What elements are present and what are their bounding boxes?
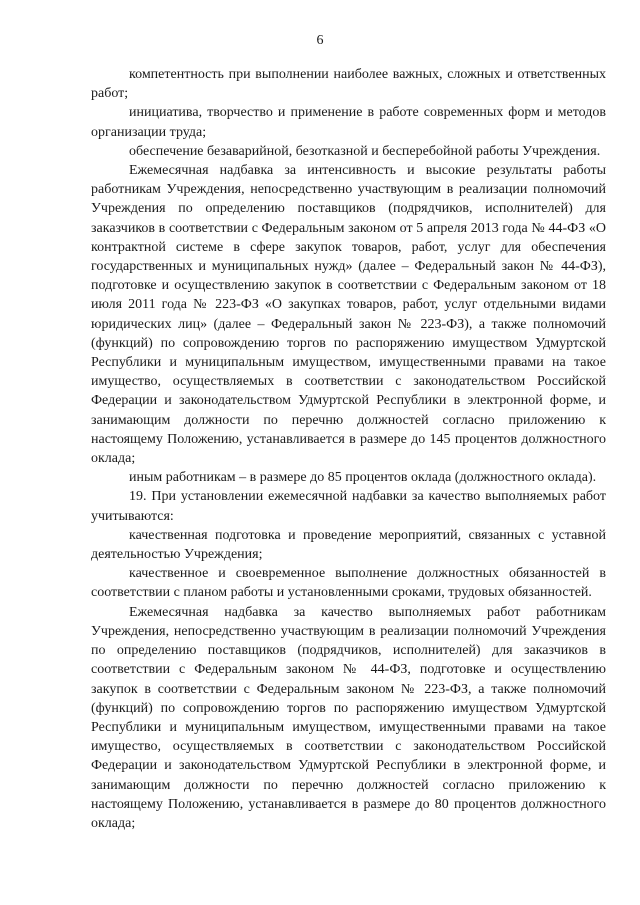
paragraph-event-quality: качественная подготовка и проведение мероприятий, связанных с уставной деятельностью Учреждения; bbox=[91, 527, 606, 563]
paragraph-other-employees: иным работникам – в размере до 85 процентов оклада (должностного оклада). bbox=[129, 470, 597, 486]
document-body bbox=[91, 65, 606, 833]
paragraph-quality-bonus: Ежемесячная надбавка за качество выполняемых работ работникам Учреждения, непосредственно участвующим в реализации полномочий Учреждения по определению поставщиков (подрядчиков, исполнителей) для заказчиков в соответствии с Федеральным законом № 44-ФЗ, подготовке и осуществлению закупок в соответствии с Федеральным законом № 223-ФЗ, а также полномочий (функций) по сопровождению торгов по распоряжению имуществом Удмуртской Республики и муниципальным имуществом, имущественными правами на такое имущество, осуществляемых в соответствии с законодательством Российской Федерации и законодательством Удмуртской Республики в электронной форме, и занимающим должности по перечню должностей согласно приложению к настоящему Положению, устанавливается в размере до 80 процентов должностного оклада; bbox=[91, 604, 606, 831]
paragraph-competence: компетентность при выполнении наиболее важных, сложных и ответственных работ; bbox=[91, 67, 606, 102]
paragraph-duties-quality: качественное и своевременное выполнение должностных обязанностей в соответствии с планом работы и установленными сроками, трудовых обязанностей. bbox=[91, 566, 606, 601]
paragraph-initiative: инициатива, творчество и применение в работе современных форм и методов организации труда; bbox=[91, 105, 606, 140]
paragraph-reliability: обеспечение безаварийной, безотказной и бесперебойной работы Учреждения. bbox=[129, 143, 601, 159]
page-number: 6 bbox=[316, 33, 324, 48]
paragraph-section-19: 19. При установлении ежемесячной надбавки за качество выполняемых работ учитываются: bbox=[91, 489, 606, 524]
paragraph-intensity-bonus: Ежемесячная надбавка за интенсивность и высокие результаты работы работникам Учреждения, непосредственно участвующим в реализации полномочий Учреждения по определению поставщиков (подрядчиков, исполнителей) для заказчиков в соответствии с Федеральным законом от 5 апреля 2013 года № 44-ФЗ «О контрактной системе в сфере закупок товаров, работ, услуг для обеспечения государственных и муниципальных нужд» (далее – Федеральный закон № 44-ФЗ), подготовке и осуществлению закупок в соответствии с Федеральным законом от 18 июля 2011 года № 223-ФЗ «О закупках товаров, работ, услуг отдельными видами юридических лиц» (далее – Федеральный закон № 223-ФЗ), а также полномочий (функций) по сопровождению торгов по распоряжению имуществом Удмуртской Республики и муниципальным имуществом, имущественными правами на такое имущество, осуществляемых в соответствии с законодательством Российской Федерации и законодательством Удмуртской Республики в электронной форме, и занимающим должности по перечню должностей согласно приложению к настоящему Положению, устанавливается в размере до 145 процентов должностного оклада; bbox=[91, 163, 606, 467]
